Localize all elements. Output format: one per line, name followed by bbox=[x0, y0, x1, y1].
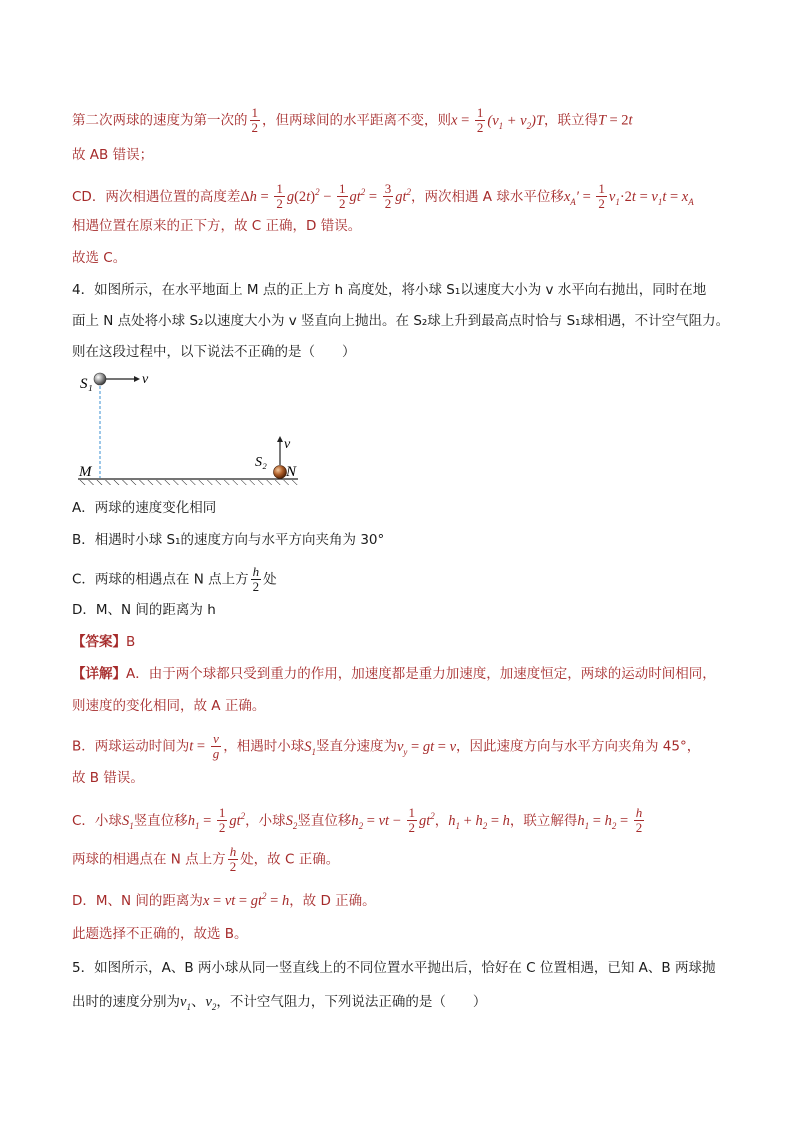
detail-conclusion: 此题选择不正确的，故选 B。 bbox=[72, 926, 248, 942]
label-v-right: v bbox=[284, 437, 291, 452]
formula-height-diff: Δh = bbox=[240, 188, 269, 205]
question-4-line-1: 4．如图所示，在水平地面上 M 点的正上方 h 高度处，将小球 S₁以速度大小为 v 水平向右抛出，同时在地 bbox=[72, 282, 707, 298]
formula-t: T = 2t bbox=[598, 112, 633, 129]
option-a: A．两球的速度变化相同 bbox=[72, 500, 217, 516]
solution-line-1: 第二次两球的速度为第一次的 $\frac{1}{2}$ ，但两球间的水平距离不变，则x = $\frac{1}{2}$ $(v_1 + v_2)T$，联立得T = 2t bbox=[72, 105, 633, 135]
option-b: B．相遇时小球 S₁的速度方向与水平方向夹角为 30° bbox=[72, 532, 385, 548]
ground-hatch bbox=[78, 480, 298, 485]
solution-line-2: 故 AB 错误； bbox=[72, 147, 154, 163]
ball-s1 bbox=[94, 373, 106, 385]
detail-b-line-2: 故 B 错误。 bbox=[72, 770, 144, 786]
detail-d: D．M、N 间的距离为x = vt = $gt^2 = h$，故 D 正确。 bbox=[72, 891, 376, 909]
question-5-line-1: 5．如图所示，A、B 两小球从同一竖直线上的不同位置水平抛出后，恰好在 C 位置相遇，已知 A、B 两球抛 bbox=[72, 960, 716, 976]
detail-a-line-2: 则速度的变化相同，故 A 正确。 bbox=[72, 698, 266, 714]
label-n: N bbox=[286, 464, 297, 480]
detail-b-line-1: B．两球运动时间为t = $\frac{v}{g}$ ，相遇时小球$S_1$竖直分速度为$v_y$ = gt = v，因此速度方向与水平方向夹角为 45°， bbox=[72, 731, 701, 761]
detail-c-line-1: C．小球$S_1$竖直位移$h_1$ = $\frac{1}{2}$ $gt^2$，小球$S_2$竖直位移$h_2$ = vt − $\frac{1}{2}$ $gt^2$，$h_1 + h_2 = h$，联立解得$h_1 = h_2$ = $\frac{h}{2}$ bbox=[72, 805, 643, 836]
label-m: M bbox=[79, 464, 92, 480]
label-s2: S₂ bbox=[255, 455, 267, 470]
detail-a-line-1: 【详解】A．由于两个球都只受到重力的作用，加速度都是重力加速度，加速度恒定，两球的运动时间相同， bbox=[72, 666, 716, 682]
solution-line-3: CD．两次相遇位置的高度差Δh = $\frac{1}{2}$ $g(2t)^2$ − $\frac{1}{2}$ $gt^2$ = $\frac{3}{2}$ $gt^2$，两次相遇 A 球水平位移$x_A'$ = $\frac{1}{2}$ $v_1\cdot 2t = v_1t = x_A$ bbox=[72, 181, 694, 212]
label-v-top: v bbox=[142, 372, 149, 387]
formula-x: x = bbox=[451, 112, 470, 129]
label-s1: S₁ bbox=[80, 376, 93, 392]
option-c: C．两球的相遇点在 N 点上方 $\frac{h}{2}$ 处 bbox=[72, 564, 277, 594]
solution-line-5: 故选 C。 bbox=[72, 250, 127, 266]
fraction-half: $\frac{1}{2}$ bbox=[251, 105, 258, 135]
ball-s2 bbox=[274, 466, 287, 479]
solution-line-4: 相遇位置在原来的正下方，故 C 正确，D 错误。 bbox=[72, 218, 362, 234]
answer: 【答案】B bbox=[72, 634, 136, 650]
projectile-diagram bbox=[72, 362, 312, 492]
question-5-line-2: 出时的速度分别为$v_1$、$v_2$，不计空气阻力，下列说法正确的是（ ） bbox=[72, 994, 487, 1012]
question-4-line-3: 则在这段过程中，以下说法不正确的是（ ） bbox=[72, 344, 356, 360]
question-4-line-2: 面上 N 点处将小球 S₂以速度大小为 v 竖直向上抛出。在 S₂球上升到最高点时恰与 S₁球相遇，不计空气阻力。 bbox=[72, 313, 730, 329]
detail-c-line-2: 两球的相遇点在 N 点上方 $\frac{h}{2}$ 处，故 C 正确。 bbox=[72, 844, 340, 874]
formula-displacement: $x_A'$ = bbox=[563, 188, 591, 207]
option-d: D．M、N 间的距离为 h bbox=[72, 602, 216, 618]
